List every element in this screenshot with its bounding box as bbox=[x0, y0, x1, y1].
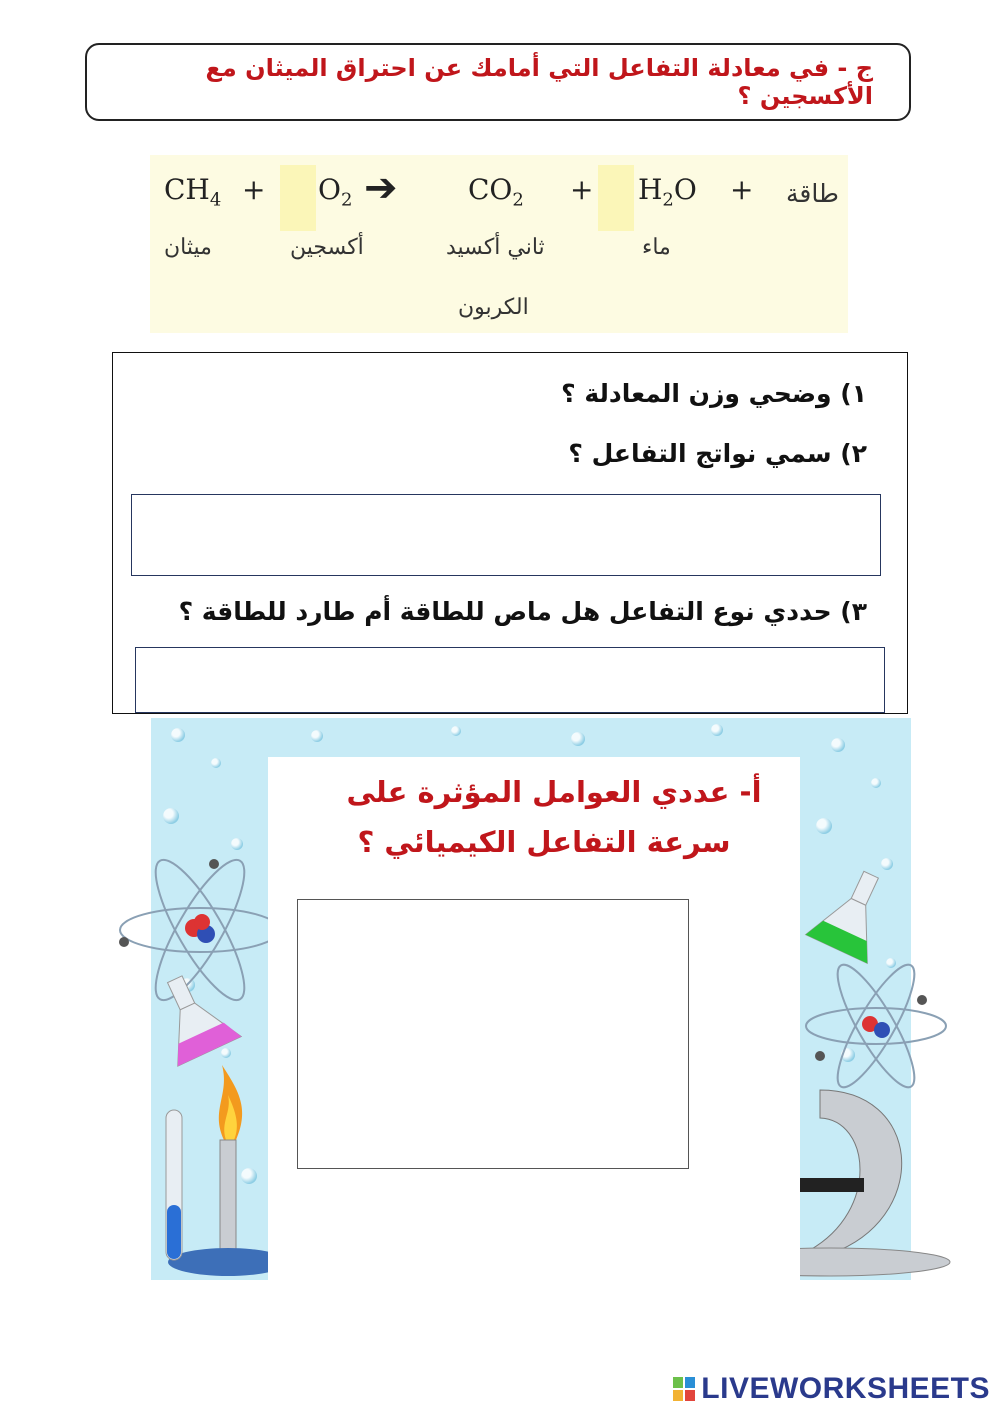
atom-icon bbox=[806, 956, 946, 1095]
water-label: ماء bbox=[642, 235, 671, 260]
co2-formula: $CO_2$ bbox=[468, 173, 524, 211]
green-flask-icon bbox=[806, 860, 902, 963]
factors-question-line2: سرعة التفاعل الكيميائي ؟ bbox=[357, 825, 731, 859]
answer-field-q2[interactable] bbox=[131, 494, 881, 576]
liveworksheets-logo bbox=[673, 1372, 990, 1406]
liveworksheets-brand-text: LIVEWORKSHEETS bbox=[701, 1372, 990, 1405]
plus-sign: + bbox=[570, 173, 594, 206]
questions-box bbox=[112, 352, 908, 714]
water-formula: $H_2O$ bbox=[638, 173, 697, 211]
oxygen-formula: $O_2$ bbox=[318, 173, 353, 211]
factors-question bbox=[268, 767, 800, 867]
chemical-equation bbox=[150, 155, 848, 333]
methane-formula: $CH_4$ bbox=[164, 173, 222, 211]
plus-sign: + bbox=[242, 173, 266, 206]
answer-field-q3[interactable] bbox=[135, 647, 885, 713]
coefficient-blank-o2[interactable] bbox=[280, 165, 316, 231]
plus-sign: + bbox=[730, 173, 754, 206]
methane-label: ميثان bbox=[164, 235, 212, 260]
liveworksheets-logo-icon bbox=[673, 1377, 695, 1401]
co2-label-line2: الكربون bbox=[458, 295, 529, 320]
question-header-text: ج - في معادلة التفاعل التي أمامك عن احتراق الميثان مع الأكسجين ؟ bbox=[205, 54, 873, 110]
energy-label: طاقة bbox=[786, 179, 839, 208]
factors-question-line1: أ- عددي العوامل المؤثرة على bbox=[346, 775, 762, 809]
atom-icon bbox=[119, 850, 283, 1010]
question-3: ٣) حددي نوع التفاعل هل ماص للطاقة أم طارد للطاقة ؟ bbox=[178, 597, 867, 626]
question-header-box bbox=[85, 43, 911, 121]
coefficient-blank-h2o[interactable] bbox=[598, 165, 634, 231]
co2-label-line1: ثاني أكسيد bbox=[446, 235, 545, 260]
answer-field-factors[interactable] bbox=[297, 899, 689, 1169]
reaction-arrow-icon: ➔ bbox=[364, 165, 398, 211]
question-2: ٢) سمي نواتج التفاعل ؟ bbox=[568, 439, 867, 468]
test-tube-icon bbox=[166, 1110, 182, 1260]
oxygen-label: أكسجين bbox=[290, 235, 364, 260]
question-1: ١) وضحي وزن المعادلة ؟ bbox=[561, 379, 867, 408]
